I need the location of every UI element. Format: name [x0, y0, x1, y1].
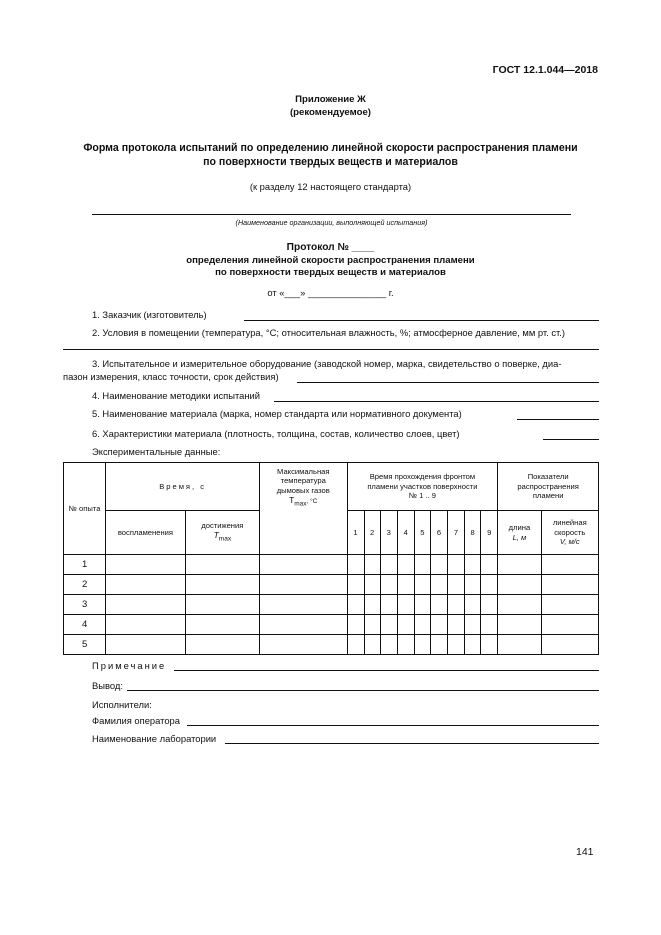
table-cell[interactable]	[430, 635, 447, 655]
table-cell[interactable]	[447, 615, 464, 635]
form-title-line2: по поверхности твердых веществ и материалов	[203, 156, 458, 168]
table-cell[interactable]	[465, 635, 481, 655]
table-cell[interactable]	[364, 615, 380, 635]
header-reach-label: достижения	[201, 520, 244, 530]
operator-line[interactable]	[187, 725, 599, 726]
experimental-data-table	[63, 462, 599, 655]
table-cell[interactable]	[380, 635, 397, 655]
field-conditions-line[interactable]	[63, 349, 599, 350]
form-title-ref: (к разделу 12 настоящего стандарта)	[249, 181, 412, 192]
table-cell[interactable]	[481, 595, 498, 615]
table-cell[interactable]	[498, 635, 541, 655]
header-experiment-no: № опыта	[64, 463, 106, 555]
header-speed-label: линейная скорость	[552, 518, 587, 537]
table-row	[64, 555, 599, 575]
table-cell[interactable]	[447, 635, 464, 655]
row-number: 2	[64, 575, 106, 595]
temp-symbol: T	[289, 495, 295, 506]
header-section-5: 5	[414, 511, 430, 555]
table-cell[interactable]	[541, 555, 598, 575]
temp-unit: , °С	[306, 498, 318, 506]
table-row	[64, 595, 599, 615]
table-cell[interactable]	[414, 635, 430, 655]
table-cell[interactable]	[430, 615, 447, 635]
header-length	[498, 511, 541, 555]
header-speed	[541, 511, 598, 555]
table-cell[interactable]	[447, 555, 464, 575]
lab-line[interactable]	[225, 743, 599, 744]
table-cell[interactable]	[347, 615, 364, 635]
table-row	[64, 615, 599, 635]
executors-label: Исполнители:	[92, 699, 152, 710]
appendix-note: (рекомендуемое)	[289, 107, 371, 118]
table-cell[interactable]	[430, 575, 447, 595]
table-cell[interactable]	[465, 595, 481, 615]
table-cell[interactable]	[185, 555, 259, 575]
temp-subscript: max	[294, 500, 307, 508]
table-cell[interactable]	[260, 575, 347, 595]
table-cell[interactable]	[481, 635, 498, 655]
field-customer-label: 1. Заказчик (изготовитель)	[92, 309, 207, 320]
table-cell[interactable]	[380, 555, 397, 575]
header-section-4: 4	[397, 511, 414, 555]
table-cell[interactable]	[347, 555, 364, 575]
table-cell[interactable]	[380, 575, 397, 595]
org-caption: (Наименование организации, выполняющей испытания)	[235, 218, 428, 227]
org-line	[92, 214, 571, 215]
header-indicators	[498, 463, 599, 511]
table-cell[interactable]	[414, 595, 430, 615]
form-title-line1: Форма протокола испытаний по определению линейной скорости распространения пламени	[83, 142, 578, 154]
header-length-unit: L, м	[512, 532, 527, 542]
table-cell[interactable]	[397, 595, 414, 615]
experimental-data-label: Экспериментальные данные:	[92, 446, 221, 457]
table-cell[interactable]	[106, 555, 185, 575]
table-cell[interactable]	[106, 575, 185, 595]
header-length-label: длина	[508, 523, 531, 533]
lab-label: Наименование лаборатории	[92, 733, 217, 744]
table-cell[interactable]	[380, 615, 397, 635]
field-characteristics-line[interactable]	[543, 439, 599, 440]
header-reach	[185, 511, 259, 555]
field-equipment-label-b: пазон измерения, класс точности, срок действия)	[63, 371, 279, 382]
header-speed-unit: V, м/с	[559, 537, 580, 547]
header-reach-symbol	[186, 530, 259, 544]
field-conditions-label: 2. Условия в помещении (температура, °С; относительная влажность, %; атмосферное давление, мм рт. ст.)	[92, 327, 566, 338]
row-number: 3	[64, 595, 106, 615]
header-front-time	[347, 463, 498, 511]
header-max-temp-symbol	[260, 495, 346, 509]
table-cell[interactable]	[185, 575, 259, 595]
reach-subscript: max	[218, 535, 232, 543]
header-ignition: воспламенения	[106, 511, 185, 555]
field-equipment-label-a: 3. Испытательное и измерительное оборудование (заводской номер, марка, свидетельство о поверке, диа-	[92, 358, 562, 369]
table-cell[interactable]	[347, 635, 364, 655]
header-time-label: Время, с	[159, 481, 207, 491]
table-cell[interactable]	[414, 615, 430, 635]
field-method-line[interactable]	[274, 401, 599, 402]
table-row	[64, 575, 599, 595]
table-cell[interactable]	[481, 555, 498, 575]
header-section-2: 2	[364, 511, 380, 555]
header-section-3: 3	[380, 511, 397, 555]
table-cell[interactable]	[260, 635, 347, 655]
table-cell[interactable]	[465, 615, 481, 635]
table-cell[interactable]	[541, 595, 598, 615]
table-cell[interactable]	[260, 555, 347, 575]
header-section-1: 1	[347, 511, 364, 555]
field-equipment-line[interactable]	[297, 382, 599, 383]
table-cell[interactable]	[364, 575, 380, 595]
table-cell[interactable]	[541, 615, 598, 635]
header-section-9: 9	[481, 511, 498, 555]
header-section-7: 7	[447, 511, 464, 555]
table-cell[interactable]	[498, 595, 541, 615]
table-cell[interactable]	[465, 575, 481, 595]
table-cell[interactable]	[380, 595, 397, 615]
table-cell[interactable]	[481, 575, 498, 595]
table-cell[interactable]	[498, 555, 541, 575]
table-cell[interactable]	[185, 615, 259, 635]
header-max-temp-label: Максимальная температура дымовых газов	[276, 467, 330, 495]
conclusion-line[interactable]	[127, 690, 599, 691]
header-front-time-label: Время прохождения фронтом пламени участков поверхности	[367, 472, 478, 491]
header-section-6: 6	[430, 511, 447, 555]
table-cell[interactable]	[498, 575, 541, 595]
table-cell[interactable]	[364, 595, 380, 615]
table-cell[interactable]	[106, 635, 185, 655]
table-cell[interactable]	[347, 575, 364, 595]
table-cell[interactable]	[397, 555, 414, 575]
table-cell[interactable]	[397, 635, 414, 655]
table-cell[interactable]	[447, 595, 464, 615]
header-indicators-label: Показатели распространения пламени	[517, 472, 579, 501]
table-cell[interactable]	[541, 635, 598, 655]
header-section-8: 8	[465, 511, 481, 555]
table-cell[interactable]	[185, 595, 259, 615]
page-number: 141	[576, 846, 594, 858]
row-number: 1	[64, 555, 106, 575]
protocol-title: Протокол № ____	[286, 242, 375, 253]
standard-header: ГОСТ 12.1.044—2018	[492, 64, 598, 76]
appendix-title: Приложение Ж	[295, 94, 366, 105]
row-number: 4	[64, 615, 106, 635]
table-cell[interactable]	[541, 575, 598, 595]
table-cell[interactable]	[260, 615, 347, 635]
table-cell[interactable]	[397, 575, 414, 595]
field-characteristics-label: 6. Характеристики материала (плотность, толщина, состав, количество слоев, цвет)	[92, 428, 460, 439]
table-row	[64, 635, 599, 655]
conclusion-label: Вывод:	[92, 680, 123, 691]
field-method-label: 4. Наименование методики испытаний	[92, 390, 261, 401]
table-cell[interactable]	[430, 555, 447, 575]
table-cell[interactable]	[430, 595, 447, 615]
table-cell[interactable]	[465, 555, 481, 575]
table-cell[interactable]	[414, 555, 430, 575]
protocol-line1: определения линейной скорости распространения пламени	[186, 255, 475, 266]
header-max-temp	[260, 463, 347, 555]
table-cell[interactable]	[447, 575, 464, 595]
header-time	[106, 463, 260, 511]
operator-label: Фамилия оператора	[92, 715, 180, 726]
table-cell[interactable]	[106, 595, 185, 615]
header-front-range: № 1 .. 9	[408, 491, 436, 501]
table-cell[interactable]	[364, 635, 380, 655]
table-cell[interactable]	[364, 555, 380, 575]
table-cell[interactable]	[185, 635, 259, 655]
field-material-line[interactable]	[517, 419, 599, 420]
table-cell[interactable]	[498, 615, 541, 635]
table-cell[interactable]	[414, 575, 430, 595]
reach-symbol: T	[213, 530, 219, 541]
field-material-label: 5. Наименование материала (марка, номер стандарта или нормативного документа)	[92, 408, 462, 419]
protocol-date: от «___» _______________ г.	[267, 287, 394, 298]
field-customer-line[interactable]	[244, 320, 599, 321]
table-cell[interactable]	[347, 595, 364, 615]
table-cell[interactable]	[260, 595, 347, 615]
row-number: 5	[64, 635, 106, 655]
protocol-line2: по поверхности твердых веществ и материалов	[215, 267, 446, 278]
table-cell[interactable]	[397, 615, 414, 635]
note-line[interactable]	[174, 670, 599, 671]
note-label: Примечание	[92, 660, 167, 671]
table-cell[interactable]	[106, 615, 185, 635]
table-cell[interactable]	[481, 615, 498, 635]
